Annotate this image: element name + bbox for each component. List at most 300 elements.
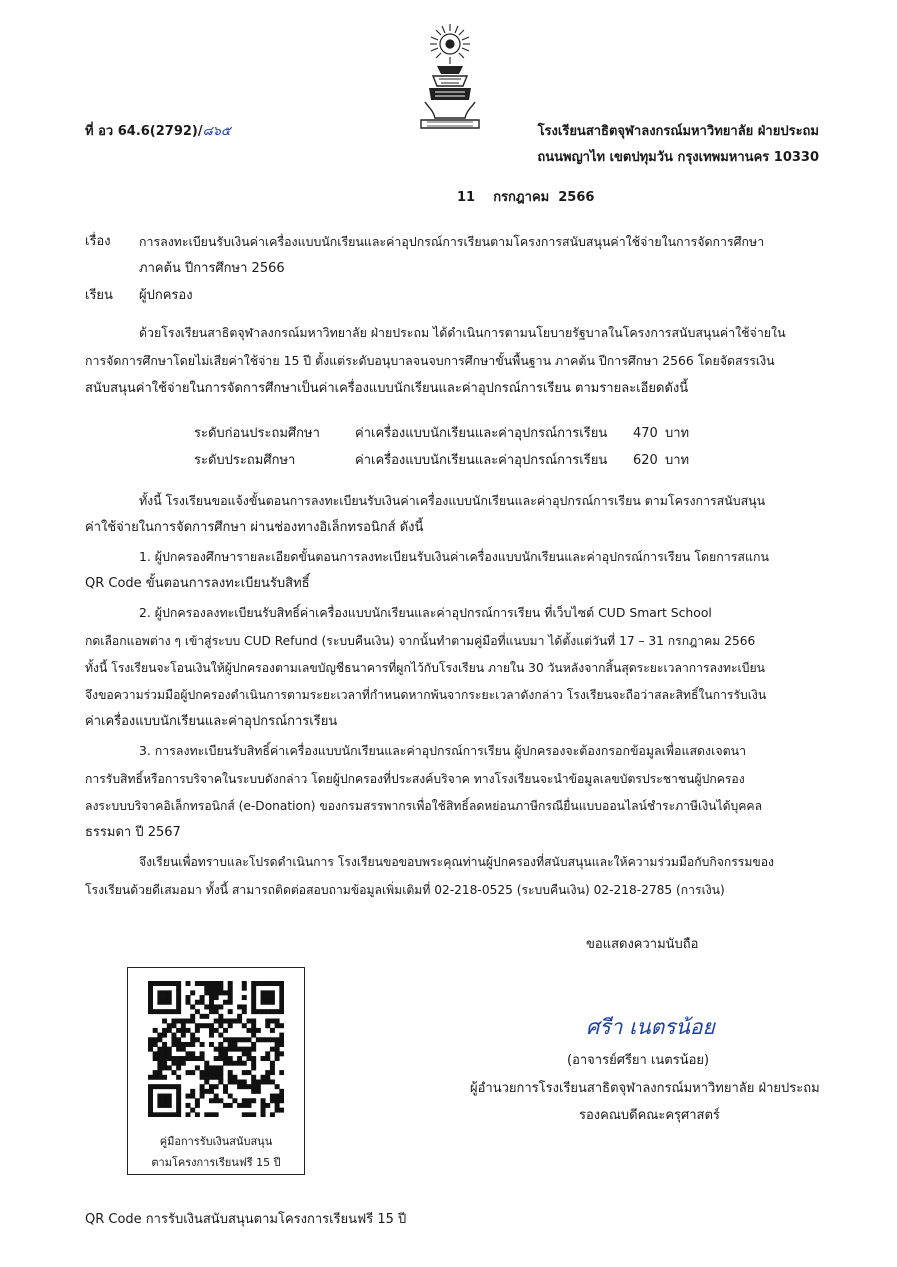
qr-module: [228, 986, 233, 991]
qr-module: [261, 995, 266, 1000]
qr-module: [228, 1023, 233, 1028]
step3-line-4: ธรรมดา ปี 2567: [85, 825, 181, 840]
qr-module: [204, 1070, 209, 1075]
qr-module: [171, 1061, 176, 1066]
qr-module: [265, 1019, 270, 1024]
qr-module: [176, 1098, 181, 1103]
qr-module: [214, 1004, 219, 1009]
qr-module: [251, 1098, 256, 1103]
qr-module: [195, 1037, 200, 1042]
qr-module: [148, 1084, 153, 1089]
qr-module: [171, 1084, 176, 1089]
qr-module: [275, 1084, 280, 1089]
qr-module: [186, 1051, 191, 1056]
qr-module: [261, 1103, 266, 1108]
qr-module: [270, 1000, 275, 1005]
qr-module: [148, 1075, 153, 1080]
footer-note: QR Code การรับเงินสนับสนุนตามโครงการเรียนฟรี 15 ปี: [85, 1212, 407, 1227]
qr-module: [275, 1047, 280, 1052]
qr-module: [148, 1009, 153, 1014]
qr-module: [209, 1084, 214, 1089]
qr-module: [265, 1056, 270, 1061]
qr-module: [237, 1056, 242, 1061]
qr-module: [157, 1033, 162, 1038]
qr-module: [176, 1112, 181, 1117]
qr-module: [167, 1112, 172, 1117]
qr-code-card: [127, 967, 305, 1175]
qr-module: [223, 1061, 228, 1066]
qr-module: [171, 981, 176, 986]
qr-module: [195, 1023, 200, 1028]
qr-module: [218, 1065, 223, 1070]
salutation-recipient: ผู้ปกครอง: [139, 288, 193, 303]
qr-module: [237, 1014, 242, 1019]
qr-module: [279, 986, 284, 991]
qr-module: [228, 1019, 233, 1024]
qr-module: [223, 1037, 228, 1042]
qr-module: [148, 981, 153, 986]
qr-module: [176, 1009, 181, 1014]
qr-module: [209, 981, 214, 986]
qr-module: [195, 1065, 200, 1070]
qr-module: [251, 1084, 256, 1089]
qr-module: [176, 1094, 181, 1099]
qr-module: [181, 1019, 186, 1024]
qr-module: [279, 1094, 284, 1099]
qr-module: [148, 1103, 153, 1108]
qr-module: [153, 1009, 158, 1014]
qr-module: [279, 1033, 284, 1038]
qr-module: [251, 1047, 256, 1052]
qr-module: [209, 1070, 214, 1075]
qr-module: [279, 1004, 284, 1009]
qr-module: [242, 1009, 247, 1014]
qr-module: [157, 981, 162, 986]
qr-module: [167, 995, 172, 1000]
qr-module: [242, 995, 247, 1000]
qr-module: [228, 981, 233, 986]
qr-module: [223, 990, 228, 995]
qr-module: [242, 1084, 247, 1089]
qr-module: [242, 1061, 247, 1066]
qr-module: [242, 1037, 247, 1042]
qr-module: [265, 1051, 270, 1056]
reference-prefix: ที่ อว 64.6(2792)/: [85, 124, 203, 139]
qr-module: [214, 1112, 219, 1117]
qr-module: [157, 990, 162, 995]
qr-module: [162, 1112, 167, 1117]
qr-module: [190, 1094, 195, 1099]
qr-module: [270, 1019, 275, 1024]
qr-module: [251, 1004, 256, 1009]
qr-module: [265, 990, 270, 995]
qr-module: [275, 1094, 280, 1099]
qr-module: [181, 1061, 186, 1066]
qr-module: [176, 986, 181, 991]
qr-module: [251, 1042, 256, 1047]
qr-module: [190, 1108, 195, 1113]
qr-module: [190, 1051, 195, 1056]
qr-module: [275, 1056, 280, 1061]
qr-module: [153, 1037, 158, 1042]
qr-module: [251, 1033, 256, 1038]
qr-module: [157, 1009, 162, 1014]
qr-module: [200, 1084, 205, 1089]
qr-module: [232, 1042, 237, 1047]
qr-module: [176, 995, 181, 1000]
qr-module: [209, 1042, 214, 1047]
qr-module: [171, 1112, 176, 1117]
qr-module: [279, 1089, 284, 1094]
qr-module: [242, 1112, 247, 1117]
qr-module: [200, 1014, 205, 1019]
qr-module: [171, 1042, 176, 1047]
qr-module: [176, 1084, 181, 1089]
qr-module: [275, 1009, 280, 1014]
qr-module: [157, 1070, 162, 1075]
qr-module: [270, 995, 275, 1000]
qr-module: [237, 1061, 242, 1066]
qr-module: [265, 1037, 270, 1042]
qr-module: [265, 1000, 270, 1005]
qr-module: [162, 1042, 167, 1047]
qr-module: [246, 1112, 251, 1117]
qr-module: [270, 1094, 275, 1099]
qr-module: [270, 1061, 275, 1066]
qr-module: [157, 1051, 162, 1056]
rate-item-primary: ค่าเครื่องแบบนักเรียนและค่าอุปกรณ์การเรียน: [355, 453, 608, 468]
qr-module: [270, 1112, 275, 1117]
step2-line-3: ทั้งนี้ โรงเรียนจะโอนเงินให้ผู้ปกครองตามเลขบัญชีธนาคารที่ผูกไว้กับโรงเรียน ภายใน 30 วันหลังจากสิ้นสุดระยะเวลาการลงทะเบียน: [85, 661, 765, 675]
qr-module: [186, 1042, 191, 1047]
qr-module: [167, 1051, 172, 1056]
document-reference: [85, 124, 231, 140]
qr-module: [204, 1075, 209, 1080]
qr-module: [237, 1079, 242, 1084]
qr-module: [251, 1023, 256, 1028]
qr-module: [162, 990, 167, 995]
qr-module: [256, 1009, 261, 1014]
qr-module: [214, 1047, 219, 1052]
qr-module: [148, 1098, 153, 1103]
qr-module: [200, 1056, 205, 1061]
rate-unit-primary: บาท: [665, 453, 690, 468]
qr-module: [242, 1103, 247, 1108]
qr-module: [181, 1028, 186, 1033]
qr-module: [162, 1103, 167, 1108]
reference-handwritten-number: ๘๖๕: [202, 124, 231, 139]
qr-module: [204, 1023, 209, 1028]
qr-module: [265, 1023, 270, 1028]
qr-module: [270, 1009, 275, 1014]
qr-module: [279, 1037, 284, 1042]
qr-module: [237, 1019, 242, 1024]
qr-module: [162, 1098, 167, 1103]
qr-module: [209, 986, 214, 991]
handwritten-signature: ศรีา เนตรน้อย: [586, 1015, 715, 1039]
qr-module: [242, 1079, 247, 1084]
qr-module: [171, 1056, 176, 1061]
qr-module: [218, 1056, 223, 1061]
qr-module: [270, 1037, 275, 1042]
qr-module: [186, 1094, 191, 1099]
qr-module: [214, 1070, 219, 1075]
qr-module: [176, 1065, 181, 1070]
qr-module: [232, 1098, 237, 1103]
qr-module: [218, 1051, 223, 1056]
steps-intro-line-1: ทั้งนี้ โรงเรียนขอแจ้งขั้นตอนการลงทะเบียนรับเงินค่าเครื่องแบบนักเรียนและค่าอุปกรณ์การเรียน ตามโครงการสนับสนุน: [139, 493, 766, 508]
step3-line-1: 3. การลงทะเบียนรับสิทธิ์ค่าเครื่องแบบนักเรียนและค่าอุปกรณ์การเรียน ผู้ปกครองจะต้องกรอกข้อมูลเพื่อแสดงเจตนา: [139, 743, 747, 758]
qr-module: [228, 990, 233, 995]
qr-module: [190, 1042, 195, 1047]
qr-module: [228, 1079, 233, 1084]
qr-module: [176, 1042, 181, 1047]
qr-module: [176, 1108, 181, 1113]
qr-module: [214, 981, 219, 986]
qr-module: [162, 1061, 167, 1066]
qr-module: [157, 1112, 162, 1117]
qr-module: [279, 1108, 284, 1113]
qr-module: [171, 1019, 176, 1024]
qr-module: [246, 1084, 251, 1089]
qr-module: [153, 1042, 158, 1047]
university-emblem-icon: [419, 22, 481, 136]
qr-module: [157, 1061, 162, 1066]
qr-module: [157, 1103, 162, 1108]
qr-module: [251, 1019, 256, 1024]
qr-module: [162, 1000, 167, 1005]
qr-module: [204, 1089, 209, 1094]
qr-module: [181, 1033, 186, 1038]
signer-name: (อาจารย์ศรียา เนตรน้อย): [567, 1053, 710, 1068]
qr-module: [162, 1047, 167, 1052]
qr-module: [200, 1070, 205, 1075]
closing-line-2: โรงเรียนด้วยดีเสมอมา ทั้งนี้ สามารถติดต่อสอบถามข้อมูลเพิ่มเติมที่ 02-218-0525 (ระบบคืนเงิน) 02-218-2785 (การเงิน): [85, 883, 725, 897]
qr-module: [223, 1103, 228, 1108]
qr-module: [218, 1014, 223, 1019]
document-date: 11 กรกฎาคม 2566: [457, 190, 595, 205]
qr-module: [246, 1047, 251, 1052]
qr-module: [279, 1070, 284, 1075]
qr-module: [167, 981, 172, 986]
qr-module: [204, 986, 209, 991]
qr-module: [162, 1033, 167, 1038]
qr-module: [228, 1075, 233, 1080]
qr-module: [270, 1047, 275, 1052]
qr-module: [232, 1037, 237, 1042]
qr-module: [148, 1112, 153, 1117]
qr-module: [242, 1023, 247, 1028]
qr-module: [195, 1098, 200, 1103]
qr-module: [171, 1033, 176, 1038]
qr-module: [176, 1000, 181, 1005]
qr-module: [167, 1094, 172, 1099]
qr-module: [261, 1056, 266, 1061]
qr-module: [153, 1112, 158, 1117]
qr-caption-line-2: ตามโครงการเรียนฟรี 15 ปี: [151, 1156, 281, 1169]
qr-module: [232, 1075, 237, 1080]
qr-module: [223, 1000, 228, 1005]
qr-module: [251, 1056, 256, 1061]
qr-module: [228, 1061, 233, 1066]
qr-module: [218, 1019, 223, 1024]
qr-module: [237, 1047, 242, 1052]
qr-module: [242, 986, 247, 991]
qr-module: [195, 1000, 200, 1005]
qr-module: [228, 1009, 233, 1014]
qr-module: [246, 1019, 251, 1024]
qr-module: [218, 1047, 223, 1052]
qr-module: [275, 981, 280, 986]
qr-module: [251, 981, 256, 986]
qr-module: [218, 981, 223, 986]
qr-module: [209, 1009, 214, 1014]
step3-line-2: การรับสิทธิ์หรือการบริจาคในระบบดังกล่าว โดยผู้ปกครองที่ประสงค์บริจาค ทางโรงเรียนจะนำข้อมูลเลขบัตรประชาชนผู้ปกครอง: [85, 772, 745, 786]
qr-module: [162, 1094, 167, 1099]
qr-module: [200, 1023, 205, 1028]
regards: ขอแสดงความนับถือ: [586, 937, 699, 952]
qr-module: [251, 986, 256, 991]
qr-module: [279, 1042, 284, 1047]
qr-module: [251, 1061, 256, 1066]
subject-label: เรื่อง: [85, 234, 111, 249]
qr-module: [204, 1061, 209, 1066]
closing-line-1: จึงเรียนเพื่อทราบและโปรดดำเนินการ โรงเรียนขอขอบพระคุณท่านผู้ปกครองที่สนับสนุนและให้ความร่วมมือกับกิจกรรมของ: [139, 855, 774, 869]
qr-module: [181, 1023, 186, 1028]
qr-module: [200, 1094, 205, 1099]
qr-module: [261, 1108, 266, 1113]
qr-module: [228, 1070, 233, 1075]
qr-module: [190, 1014, 195, 1019]
qr-module: [270, 990, 275, 995]
rate-amount-primary: 620: [633, 453, 658, 468]
qr-module: [261, 981, 266, 986]
qr-module: [195, 1112, 200, 1117]
qr-module: [200, 995, 205, 1000]
qr-module: [223, 1051, 228, 1056]
qr-module: [242, 1004, 247, 1009]
qr-module: [214, 1028, 219, 1033]
qr-module: [186, 1000, 191, 1005]
qr-module: [148, 1042, 153, 1047]
qr-module: [218, 1070, 223, 1075]
qr-module: [214, 1065, 219, 1070]
qr-module: [223, 1019, 228, 1024]
qr-module: [279, 1000, 284, 1005]
qr-module: [223, 1028, 228, 1033]
qr-module: [162, 981, 167, 986]
school-name: โรงเรียนสาธิตจุฬาลงกรณ์มหาวิทยาลัย ฝ่ายประถม: [537, 124, 819, 139]
qr-module: [242, 981, 247, 986]
qr-module: [265, 1075, 270, 1080]
qr-module: [232, 1061, 237, 1066]
qr-module: [148, 995, 153, 1000]
qr-module: [223, 1056, 228, 1061]
qr-module: [265, 1009, 270, 1014]
qr-module: [176, 1019, 181, 1024]
qr-code-icon[interactable]: [148, 981, 284, 1121]
qr-module: [218, 990, 223, 995]
qr-module: [214, 1056, 219, 1061]
subject-line-2: ภาคต้น ปีการศึกษา 2566: [139, 261, 285, 276]
qr-module: [228, 1094, 233, 1099]
qr-module: [204, 981, 209, 986]
salutation-label: เรียน: [85, 288, 113, 303]
qr-module: [237, 1084, 242, 1089]
qr-module: [162, 1084, 167, 1089]
qr-module: [176, 1089, 181, 1094]
qr-module: [162, 1056, 167, 1061]
qr-module: [176, 1004, 181, 1009]
qr-module: [171, 1070, 176, 1075]
qr-module: [167, 990, 172, 995]
qr-module: [209, 1033, 214, 1038]
qr-module: [279, 1051, 284, 1056]
qr-module: [242, 1047, 247, 1052]
qr-module: [265, 995, 270, 1000]
qr-module: [190, 1089, 195, 1094]
rate-unit-preschool: บาท: [665, 426, 690, 441]
rate-level-preschool: ระดับก่อนประถมศึกษา: [194, 426, 320, 441]
qr-module: [181, 1047, 186, 1052]
step2-line-5: ค่าเครื่องแบบนักเรียนและค่าอุปกรณ์การเรียน: [85, 714, 338, 729]
qr-module: [218, 1098, 223, 1103]
qr-module: [176, 1103, 181, 1108]
qr-module: [279, 981, 284, 986]
qr-module: [223, 1047, 228, 1052]
qr-module: [186, 1028, 191, 1033]
step2-line-2: กดเลือกแอพต่าง ๆ เข้าสู่ระบบ CUD Refund (ระบบคืนเงิน) จากนั้นทำตามคู่มือที่แนบมา ได้ตั้งแต่วันที่ 17 – 31 กรกฎาคม 2566: [85, 634, 756, 648]
qr-module: [157, 1075, 162, 1080]
qr-module: [242, 1070, 247, 1075]
qr-module: [190, 990, 195, 995]
qr-module: [200, 1051, 205, 1056]
qr-module: [153, 1051, 158, 1056]
qr-module: [157, 1094, 162, 1099]
qr-module: [261, 1000, 266, 1005]
qr-module: [275, 1108, 280, 1113]
qr-module: [204, 1004, 209, 1009]
qr-module: [195, 1028, 200, 1033]
qr-module: [275, 1023, 280, 1028]
qr-module: [162, 995, 167, 1000]
qr-module: [181, 1042, 186, 1047]
qr-module: [237, 1004, 242, 1009]
qr-module: [190, 1037, 195, 1042]
qr-module: [167, 1056, 172, 1061]
qr-module: [148, 1089, 153, 1094]
qr-module: [214, 1098, 219, 1103]
qr-module: [279, 995, 284, 1000]
qr-module: [204, 1079, 209, 1084]
qr-module: [275, 1037, 280, 1042]
qr-module: [176, 1075, 181, 1080]
qr-module: [251, 1089, 256, 1094]
qr-module: [218, 1004, 223, 1009]
qr-module: [157, 1098, 162, 1103]
qr-module: [275, 1051, 280, 1056]
qr-module: [186, 995, 191, 1000]
qr-module: [275, 1019, 280, 1024]
qr-module: [228, 1047, 233, 1052]
qr-module: [218, 986, 223, 991]
qr-module: [176, 1056, 181, 1061]
qr-module: [275, 1098, 280, 1103]
qr-module: [279, 1098, 284, 1103]
qr-module: [190, 1070, 195, 1075]
qr-module: [223, 1089, 228, 1094]
qr-module: [279, 1009, 284, 1014]
